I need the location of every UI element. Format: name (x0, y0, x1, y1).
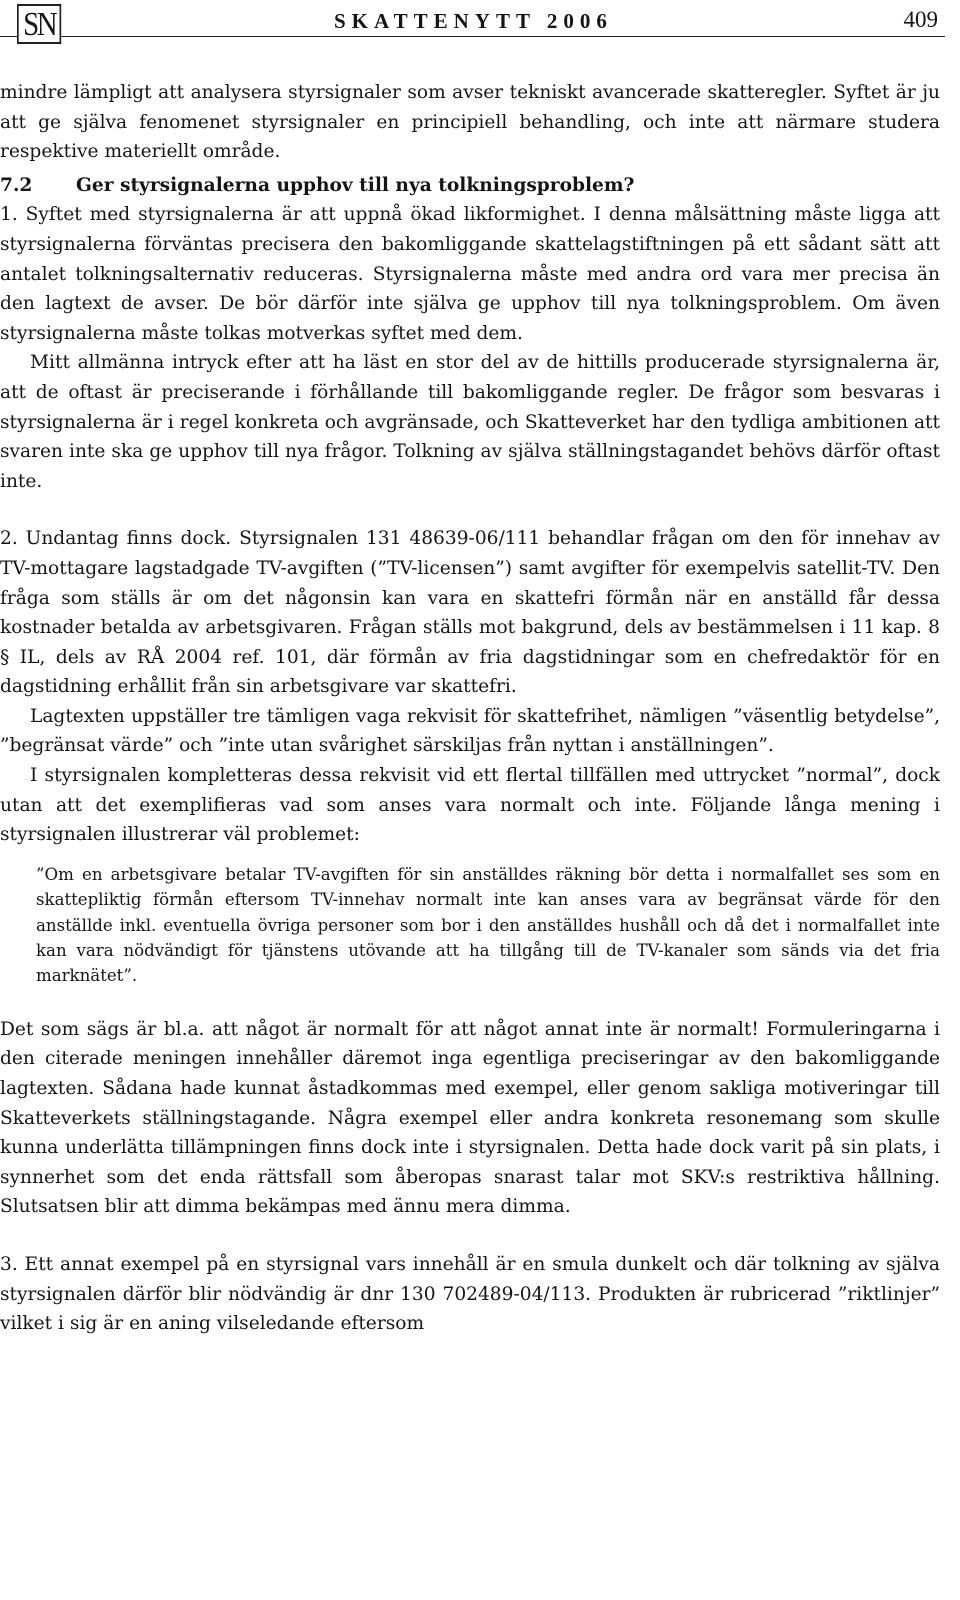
paragraph-point-2: 2. Undantag finns dock. Styrsignalen 131 48639-06/111 behandlar frågan om den för innehav av TV-mottagare lagstadgade TV-avgiften (”TV-licensen”) samt avgifter för exempelvis satellit-TV. Den fråga som ställs är om det någonsin kan vara en skattefri förmån när en anställd får dessa kostnader betalda av arbetsgivaren. Frågan ställs mot bakgrund, dels av bestämmelsen i 11 kap. 8 § IL, dels av RÅ 2004 ref. 101, där förmån av fria dagstidningar som en chefredaktör för en dagstidning erhållit från sin arbetsgivare var skattefri. (0, 528, 940, 698)
header-rule (0, 36, 945, 37)
running-header (0, 0, 960, 48)
paragraph-styrsignal: I styrsignalen kompletteras dessa rekvisit vid ett flertal tillfällen med uttrycket ”normal”, dock utan att det exemplifieras vad som anses vara normalt och inte. Följande långa mening i styrsignalen illustrerar väl problemet: (0, 765, 940, 846)
paragraph-impression: Mitt allmänna intryck efter att ha läst en stor del av de hittills producerade styrsignalerna är, att de oftast är preciserande i förhållande till bakomliggande regler. De frågor som besvaras i styrsignalerna är i regel konkreta och avgränsade, och Skatteverket har den tydliga ambitionen att svaren inte ska ge upphov till nya frågor. Tolkning av själva ställningstagandet behövs därför oftast inte. (0, 352, 940, 492)
paragraph-lagtext: Lagtexten uppställer tre tämligen vaga rekvisit för skattefrihet, nämligen ”väsentlig betydelse”, ”begränsat värde” och ”inte utan svårighet särskiljas från nyttan i anställningen”. (0, 705, 940, 757)
spacer (0, 496, 940, 524)
article-body (0, 78, 940, 1339)
journal-title: SKATTENYTT 2006 (330, 9, 617, 34)
section-heading (0, 171, 940, 201)
spacer (0, 1222, 940, 1250)
section-number: 7.2 (0, 174, 33, 196)
paragraph-intro: mindre lämpligt att analysera styrsignaler som avser tekniskt avancerade skatteregler. Syftet är ju att ge själva fenomenet styrsignaler en principiell behandling, och inte att närmare studera respektive materiellt område. (0, 82, 940, 163)
block-quote: ”Om en arbetsgivare betalar TV-avgiften för sin anställdes räkning bör detta i normalfallet ses som en skattepliktig förmån eftersom TV-innehav normalt inte kan anses vara av begränsat värde för den anställde inkl. eventuella övriga personer som bor i den anställdes hushåll och då det i normalfallet inte kan vara nödvändigt för tjänstens utövande att ha tillgång till de TV-kanaler som sänds via det fria marknätet”. (36, 864, 940, 986)
paragraph-analysis: Det som sägs är bl.a. att något är normalt för att något annat inte är normalt! Formuleringarna i den citerade meningen innehåller däremot inga egentliga preciseringar av den bakomliggande lagtexten. Sådana hade kunnat åstadkommas med exempel, eller genom sakliga motiveringar till Skatteverkets ställningstagande. Några exempel eller andra konkreta resonemang som skulle kunna underlätta tillämpningen finns dock inte i styrsignalen. Detta hade dock varit på sin plats, i synnerhet som det enda rättsfall som åberopas snarast talar mot SKV:s restriktiva hållning. Slutsatsen blir att dimma bekämpas med ännu mera dimma. (0, 1018, 940, 1218)
page-number: 409 (898, 7, 939, 33)
journal-logo: SN (17, 4, 61, 44)
section-title: Ger styrsignalerna upphov till nya tolkningsproblem? (76, 174, 635, 196)
paragraph-point-1: 1. Syftet med styrsignalerna är att uppnå ökad likformighet. I denna målsättning måste ligga att styrsignalerna förväntas precisera den bakomliggande skattelagstiftningen på ett sådant sätt att antalet tolkningsalternativ reduceras. Styrsignalerna måste med andra ord vara mer precisa än den lagtext de avser. De bör därför inte själva ge upphov till nya tolkningsproblem. Om även styrsignalerna måste tolkas motverkas syftet med dem. (0, 204, 940, 344)
paragraph-point-3: 3. Ett annat exempel på en styrsignal vars innehåll är en smula dunkelt och där tolkning av själva styrsignalen därför blir nödvändig är dnr 130 702489-04/113. Produkten är rubricerad ”riktlinjer” vilket i sig är en aning vilseledande eftersom (0, 1254, 940, 1335)
